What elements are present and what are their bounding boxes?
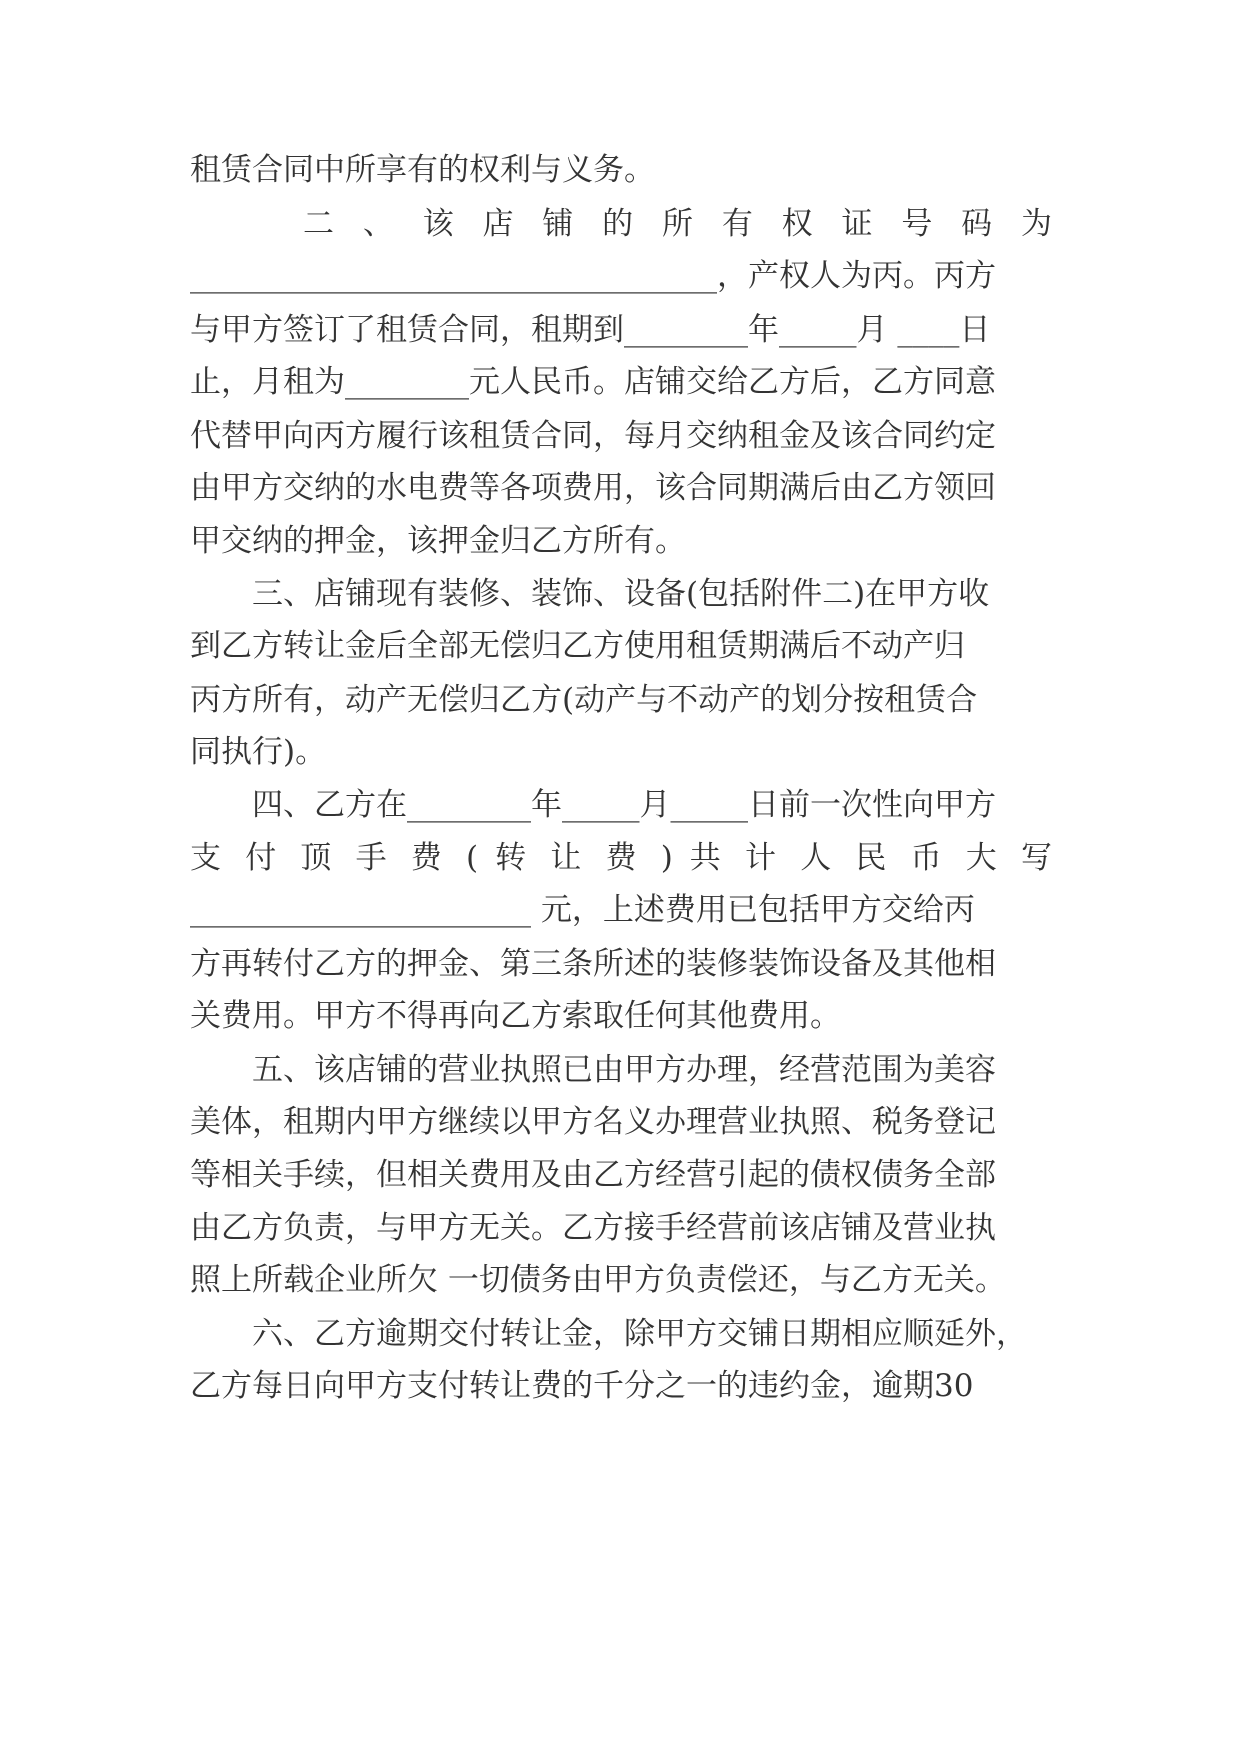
text-line: 三、店铺现有装修、装饰、设备(包括附件二)在甲方收 — [252, 576, 990, 612]
text-line: 照上所载企业所欠 一切债务由甲方负责偿还，与乙方无关。 — [190, 1262, 1006, 1298]
text-line: 租赁合同中所享有的权利与义务。 — [190, 152, 655, 188]
text-line: 由甲方交纳的水电费等各项费用，该合同期满后由乙方领回 — [190, 470, 996, 506]
text-line: 二 、 该 店 铺 的 所 有 权 证 号 码 为 — [303, 206, 1052, 242]
text-line: 甲交纳的押金，该押金归乙方所有。 — [190, 523, 686, 559]
text-line: 同执行)。 — [190, 734, 327, 770]
text-line: ______________________ 元，上述费用已包括甲方交给丙 — [190, 892, 975, 928]
text-line: 方再转付乙方的押金、第三条所述的装修装饰设备及其他相 — [190, 946, 996, 982]
text-line: 丙方所有，动产无偿归乙方(动产与不动产的划分按租赁合 — [190, 682, 978, 718]
text-line: 等相关手续，但相关费用及由乙方经营引起的债权债务全部 — [190, 1157, 996, 1193]
text-line: 六、乙方逾期交付转让金，除甲方交铺日期相应顺延外， — [252, 1316, 1027, 1352]
text-line: 四、乙方在________年_____月_____日前一次性向甲方 — [252, 787, 996, 823]
text-line: 与甲方签订了租赁合同，租期到________年_____月 ____日 — [190, 312, 991, 348]
text-line: __________________________________，产权人为丙。丙方 — [190, 258, 996, 294]
text-line: 美体，租期内甲方继续以甲方名义办理营业执照、税务登记 — [190, 1104, 996, 1140]
text-line: 代替甲向丙方履行该租赁合同，每月交纳租金及该合同约定 — [190, 418, 996, 454]
text-line: 止，月租为________元人民币。店铺交给乙方后，乙方同意 — [190, 364, 996, 400]
text-line: 到乙方转让金后全部无偿归乙方使用租赁期满后不动产归 — [190, 628, 965, 664]
text-line: 乙方每日向甲方支付转让费的千分之一的违约金，逾期30 — [190, 1368, 974, 1404]
text-line: 由乙方负责，与甲方无关。乙方接手经营前该店铺及营业执 — [190, 1210, 996, 1246]
text-line: 五、该店铺的营业执照已由甲方办理，经营范围为美容 — [252, 1052, 996, 1088]
text-line: 关费用。甲方不得再向乙方索取任何其他费用。 — [190, 998, 841, 1034]
text-line: 支 付 顶 手 费 ( 转 让 费 ) 共 计 人 民 币 大 写 — [190, 840, 1052, 876]
